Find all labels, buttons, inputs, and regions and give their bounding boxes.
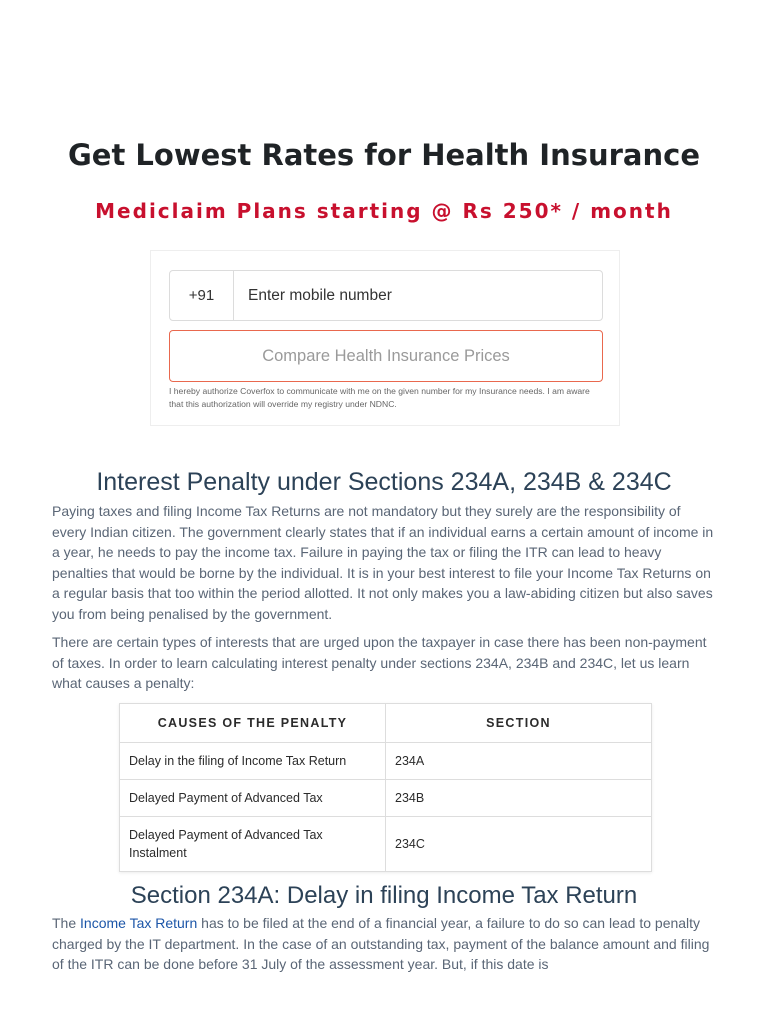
promo-subtitle: Mediclaim Plans starting @ Rs 250* / month <box>95 199 673 223</box>
section-heading-interest-penalty: Interest Penalty under Sections 234A, 234B & 234C <box>96 468 672 496</box>
table-header-row <box>120 704 652 743</box>
column-header-section: SECTION <box>386 704 652 743</box>
cause-cell: Delayed Payment of Advanced Tax <box>120 780 386 817</box>
table-row <box>120 743 652 780</box>
mobile-number-input[interactable] <box>234 271 602 320</box>
page-title: Get Lowest Rates for Health Insurance <box>67 138 700 172</box>
income-tax-return-link[interactable]: Income Tax Return <box>80 915 198 931</box>
lead-form-card <box>150 250 620 426</box>
paragraph-prefix: The <box>52 915 81 931</box>
table-row <box>120 780 652 817</box>
compare-prices-button[interactable]: Compare Health Insurance Prices <box>169 330 603 382</box>
section-cell: 234B <box>386 780 652 817</box>
section-234a-paragraph <box>52 913 718 975</box>
cause-cell: Delay in the filing of Income Tax Return <box>120 743 386 780</box>
section-heading-234a: Section 234A: Delay in filing Income Tax Return <box>130 882 638 909</box>
column-header-causes: CAUSES OF THE PENALTY <box>120 704 386 743</box>
penalty-table <box>119 703 652 872</box>
phone-input-group <box>169 270 603 321</box>
table-row <box>120 817 652 872</box>
intro-paragraph: Paying taxes and filing Income Tax Returns are not mandatory but they surely are the responsibility of every Indian citizen. The government clearly states that if an individual earns a certain amount of income in a year, he needs to pay the income tax. Failure in paying the tax or filing the ITR can lead to heavy penalties that would be borne by the individual. It is in your best interest to file your Income Tax Returns on a regular basis that too within the period allotted. It not only makes you a law-abiding citizen but also saves you from being penalised by the government. <box>52 503 714 622</box>
cause-cell: Delayed Payment of Advanced Tax Instalment <box>120 817 386 872</box>
section-cell: 234A <box>386 743 652 780</box>
paragraph-text: has to be filed at the end of a financial year, a failure to do so can lead to penalty charged by the IT department. In the case of an outstanding tax, payment of the balance amount and filing of the ITR can be done before 31 July of the assessment year. But, if this date is <box>52 915 710 972</box>
consent-text: I hereby authorize Coverfox to communicate with me on the given number for my Insurance needs. I am aware that this authorization will override my registry under NDNC. <box>169 386 590 409</box>
country-code: +91 <box>170 271 234 320</box>
penalty-causes-paragraph: There are certain types of interests that are urged upon the taxpayer in case there has been non-payment of taxes. In order to learn calculating interest penalty under sections 234A, 234B and 234C, let us learn what causes a penalty: <box>52 634 707 691</box>
section-cell: 234C <box>386 817 652 872</box>
